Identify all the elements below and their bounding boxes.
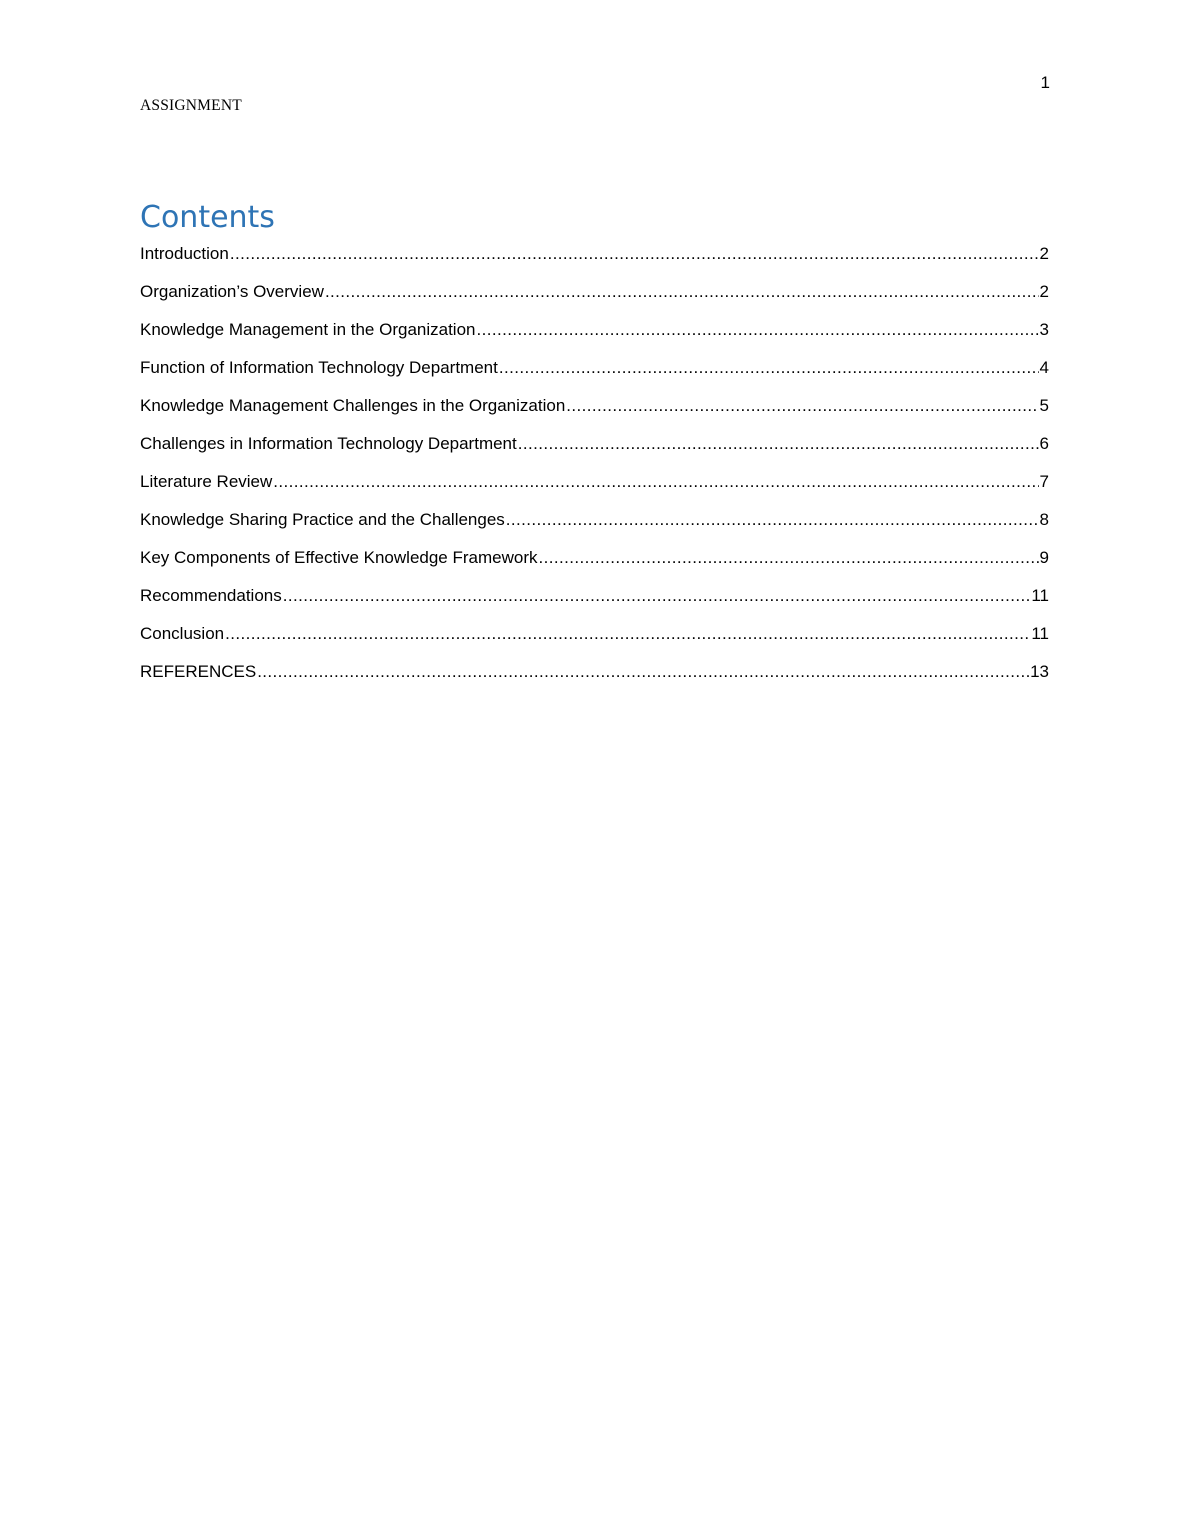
toc-entry-label: Knowledge Management Challenges in the Organization: [140, 396, 566, 415]
toc-entry-page: 3: [1039, 320, 1049, 339]
toc-entry-literature-review[interactable]: [140, 470, 1049, 508]
toc-entry-label: REFERENCES: [140, 662, 257, 681]
toc-entry-label: Knowledge Sharing Practice and the Challenges: [140, 510, 505, 529]
toc-entry-knowledge-sharing[interactable]: [140, 508, 1049, 546]
toc-dot-leader: [499, 356, 1039, 380]
toc-entry-references[interactable]: [140, 660, 1049, 698]
toc-dot-leader: [518, 432, 1039, 456]
toc-dot-leader: [230, 242, 1039, 266]
toc-entry-page: 6: [1039, 434, 1049, 453]
toc-dot-leader: [477, 318, 1039, 342]
toc-entry-page: 8: [1039, 510, 1049, 529]
running-head: ASSIGNMENT: [140, 97, 242, 114]
toc-entry-page: 9: [1039, 548, 1049, 567]
toc-dot-leader: [257, 660, 1029, 684]
toc-dot-leader: [283, 584, 1031, 608]
toc-entry-recommendations[interactable]: [140, 584, 1049, 622]
toc-entry-page: 5: [1039, 396, 1049, 415]
toc-entry-label: Introduction: [140, 244, 229, 263]
toc-entry-label: Conclusion: [140, 624, 225, 643]
toc-entry-introduction[interactable]: [140, 242, 1049, 280]
toc-title: Contents: [140, 200, 275, 235]
toc-entry-organizations-overview[interactable]: [140, 280, 1049, 318]
toc-dot-leader: [273, 470, 1038, 494]
toc-entry-it-challenges[interactable]: [140, 432, 1049, 470]
toc-entry-page: 13: [1030, 662, 1049, 681]
toc-entry-conclusion[interactable]: [140, 622, 1049, 660]
toc-entry-page: 4: [1039, 358, 1049, 377]
toc-entry-it-department-function[interactable]: [140, 356, 1049, 394]
toc-entry-page: 11: [1031, 586, 1049, 605]
page-number: 1: [1040, 73, 1050, 92]
toc-entry-key-components[interactable]: [140, 546, 1049, 584]
toc-entry-label: Organization’s Overview: [140, 282, 324, 301]
toc-entry-page: 2: [1039, 244, 1049, 263]
toc-entry-page: 11: [1031, 624, 1049, 643]
toc-dot-leader: [506, 508, 1039, 532]
toc-entry-label: Recommendations: [140, 586, 282, 605]
table-of-contents: [140, 242, 1049, 698]
toc-dot-leader: [225, 622, 1030, 646]
toc-dot-leader: [539, 546, 1039, 570]
toc-entry-label: Literature Review: [140, 472, 273, 491]
toc-entry-label: Challenges in Information Technology Department: [140, 434, 517, 453]
toc-entry-label: Key Components of Effective Knowledge Framework: [140, 548, 538, 567]
toc-entry-page: 7: [1039, 472, 1049, 491]
toc-entry-km-challenges[interactable]: [140, 394, 1049, 432]
toc-entry-knowledge-management[interactable]: [140, 318, 1049, 356]
toc-dot-leader: [325, 280, 1039, 304]
toc-entry-label: Knowledge Management in the Organization: [140, 320, 476, 339]
toc-dot-leader: [566, 394, 1038, 418]
toc-entry-label: Function of Information Technology Department: [140, 358, 498, 377]
toc-entry-page: 2: [1039, 282, 1049, 301]
